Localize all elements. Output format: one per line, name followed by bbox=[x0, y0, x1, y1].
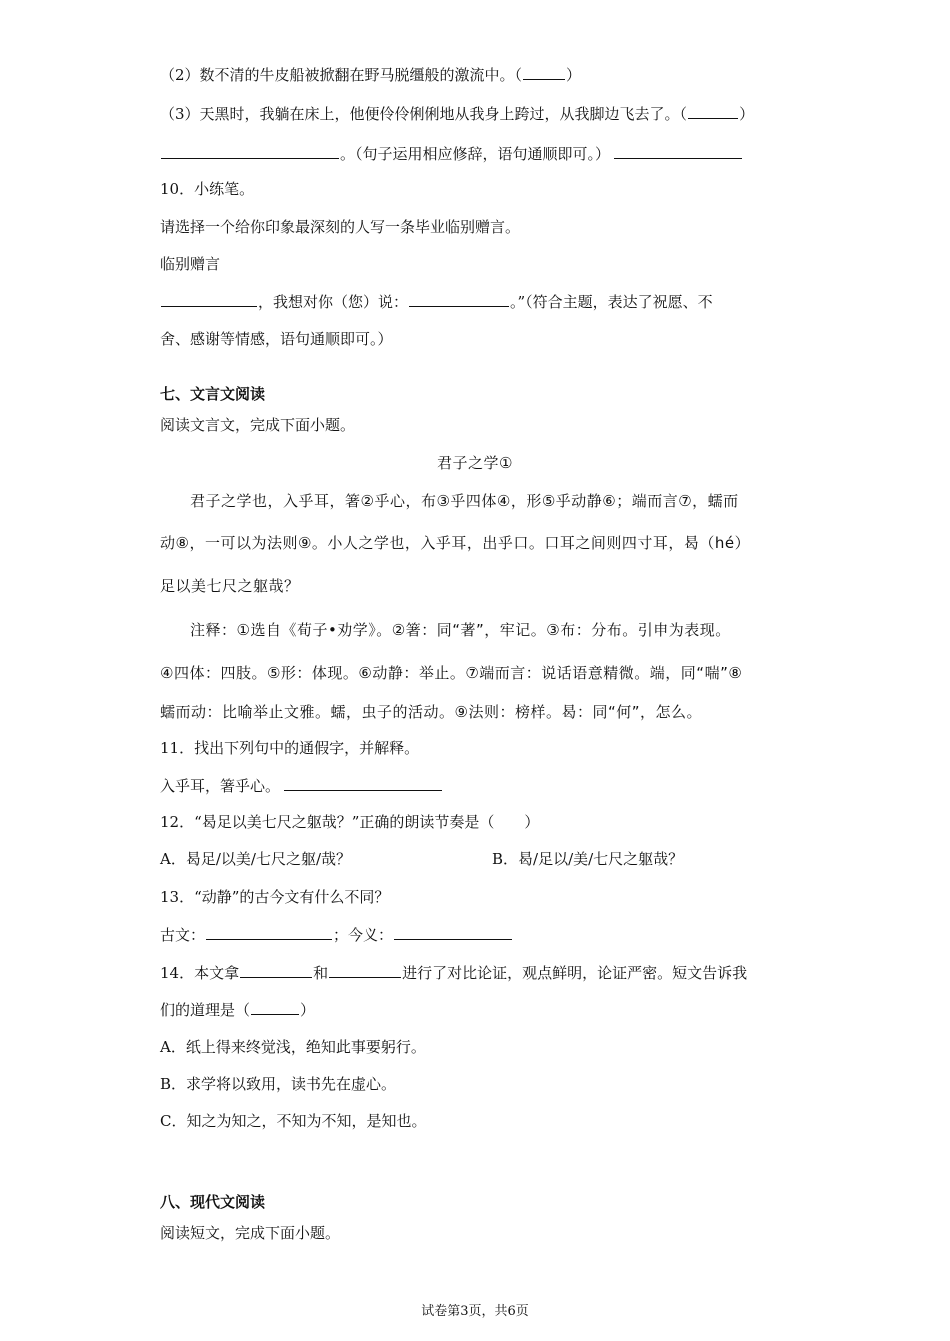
answer-blank[interactable] bbox=[161, 291, 257, 307]
q10-answer-line1: ，我想对你（您）说： 。”（符合主题，表达了祝愿、不 bbox=[160, 291, 713, 312]
answer-blank[interactable] bbox=[206, 924, 332, 940]
q10-prompt: 请选择一个给你印象最深刻的人写一条毕业临别赠言。 bbox=[160, 218, 521, 236]
answer-blank[interactable] bbox=[614, 143, 742, 159]
answer-blank[interactable] bbox=[284, 775, 442, 791]
classical-text-line2: 动⑧，一可以为法则⑨。小人之学也，入乎耳，出乎口。口耳之间则四寸耳，曷（hé） bbox=[160, 534, 751, 552]
q13-answer-line: 古文： ；今义： bbox=[160, 924, 513, 945]
section-7-intro: 阅读文言文，完成下面小题。 bbox=[160, 416, 356, 434]
q9-item2: （2）数不清的牛皮船被掀翻在野马脱缰般的激流中。（ ） bbox=[160, 66, 582, 84]
q10-label: 临别赠言 bbox=[160, 255, 221, 273]
q14-option-a[interactable]: A．纸上得来终觉浅，绝知此事要躬行。 bbox=[160, 1038, 426, 1056]
q11-line: 入乎耳，箸乎心。 bbox=[160, 775, 443, 796]
q14-option-b[interactable]: B．求学将以致用，读书先在虚心。 bbox=[160, 1075, 397, 1093]
annotation-line3: 蠕而动：比喻举止文雅。蠕，虫子的活动。⑨法则：榜样。曷：同“何”，怎么。 bbox=[160, 703, 702, 721]
q14-line1: 14．本文拿 和 进行了对比论证，观点鲜明，论证严密。短文告诉我 bbox=[160, 964, 748, 982]
answer-blank[interactable] bbox=[329, 962, 401, 978]
answer-blank[interactable] bbox=[394, 924, 512, 940]
q12-option-b[interactable]: B．曷/足以/美/七尺之躯哉？ bbox=[492, 850, 684, 868]
answer-blank[interactable] bbox=[240, 962, 312, 978]
answer-blank[interactable] bbox=[688, 103, 738, 119]
page-footer: 试卷第3页，共6页 bbox=[421, 1304, 529, 1319]
classical-text-title: 君子之学① bbox=[437, 454, 513, 472]
annotation-line2: ④四体：四肢。⑤形：体现。⑥动静：举止。⑦端而言：说话语意精微。端，同“喘”⑧ bbox=[160, 664, 743, 682]
q9-item3: （3）天黑时，我躺在床上，他便伶伶俐俐地从我身上跨过，从我脚边飞去了。（ ） bbox=[160, 105, 755, 123]
answer-blank[interactable] bbox=[523, 64, 565, 80]
section-7-heading: 七、文言文阅读 bbox=[160, 385, 266, 403]
classical-text-line1: 君子之学也，入乎耳，箸②乎心，布③乎四体④，形⑤乎动静⑥；端而言⑦，蠕而 bbox=[190, 492, 739, 510]
classical-text-line3: 足以美七尺之躯哉？ bbox=[160, 577, 300, 595]
q14-option-c[interactable]: C．知之为知之，不知为不知，是知也。 bbox=[160, 1112, 427, 1130]
q12-option-a[interactable]: A．曷足/以美/七尺之躯/哉？ bbox=[160, 850, 351, 868]
section-8-intro: 阅读短文，完成下面小题。 bbox=[160, 1224, 341, 1242]
q13-title: 13．“动静”的古今文有什么不同？ bbox=[160, 888, 390, 906]
answer-blank[interactable] bbox=[161, 143, 339, 159]
q14-line2: 们的道理是（ ） bbox=[160, 1001, 316, 1019]
answer-blank[interactable] bbox=[409, 291, 509, 307]
q10-answer-line2: 舍、感谢等情感，语句通顺即可。） bbox=[160, 330, 393, 348]
q9-rewrite-line: 。（句子运用相应修辞，语句通顺即可。） bbox=[160, 143, 743, 164]
answer-blank[interactable] bbox=[251, 999, 299, 1015]
q10-title: 10．小练笔。 bbox=[160, 180, 255, 198]
annotation-line1: 注释：①选自《荀子•劝学》。②箸：同“著”，牢记。③布：分布。引申为表现。 bbox=[190, 621, 731, 639]
q12-title: 12．“曷足以美七尺之躯哉？”正确的朗读节奏是（ ） bbox=[160, 813, 540, 831]
section-8-heading: 八、现代文阅读 bbox=[160, 1193, 266, 1211]
q11-title: 11．找出下列句中的通假字，并解释。 bbox=[160, 739, 420, 757]
